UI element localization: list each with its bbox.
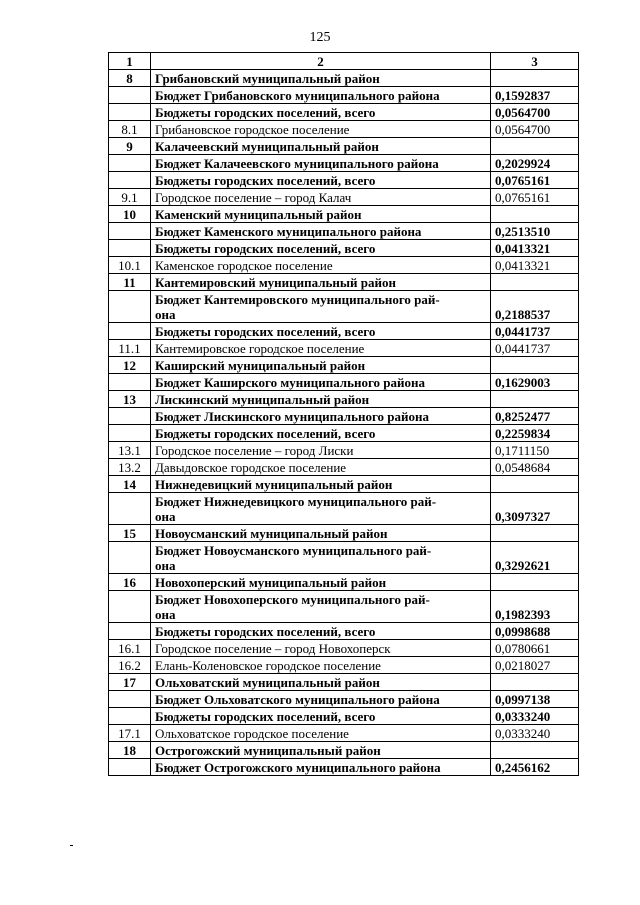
row-number: 9.1 (109, 189, 151, 206)
row-name: Давыдовское городское поселение (151, 459, 491, 476)
table-row (109, 172, 579, 189)
row-value (491, 138, 579, 155)
table-row (109, 759, 579, 776)
row-name: Кантемировский муниципальный район (151, 274, 491, 291)
table-row (109, 121, 579, 138)
row-value: 0,1592837 (491, 87, 579, 104)
column-header-number: 1 (109, 53, 151, 70)
row-name (151, 591, 491, 623)
table-row (109, 274, 579, 291)
table-row (109, 70, 579, 87)
row-name: Новоусманский муниципальный район (151, 525, 491, 542)
row-number: 16.2 (109, 657, 151, 674)
table-row (109, 206, 579, 223)
column-header-name: 2 (151, 53, 491, 70)
row-value (491, 674, 579, 691)
table-body (109, 70, 579, 776)
table-header-row (109, 53, 579, 70)
row-name: Грибановское городское поселение (151, 121, 491, 138)
row-number (109, 223, 151, 240)
row-name-line-1: Бюджет Новоусманского муниципального рай- (155, 543, 432, 558)
row-value (491, 70, 579, 87)
row-name: Городское поселение – город Лиски (151, 442, 491, 459)
row-value: 0,2456162 (491, 759, 579, 776)
row-number (109, 240, 151, 257)
row-value: 0,3097327 (491, 493, 579, 525)
margin-mark (70, 845, 73, 846)
row-number: 16 (109, 574, 151, 591)
row-name: Бюджеты городских поселений, всего (151, 623, 491, 640)
row-name: Бюджет Ольховатского муниципального района (151, 691, 491, 708)
row-name: Грибановский муниципальный район (151, 70, 491, 87)
row-value: 0,0441737 (491, 323, 579, 340)
row-value: 0,0997138 (491, 691, 579, 708)
row-value: 0,0564700 (491, 121, 579, 138)
row-number (109, 155, 151, 172)
row-name-line-1: Бюджет Новохоперского муниципального рай- (155, 592, 430, 607)
row-number: 14 (109, 476, 151, 493)
row-number: 8 (109, 70, 151, 87)
table-row (109, 138, 579, 155)
table-row (109, 591, 579, 623)
row-name: Бюджеты городских поселений, всего (151, 240, 491, 257)
row-value (491, 476, 579, 493)
row-number (109, 323, 151, 340)
row-number: 17 (109, 674, 151, 691)
row-name: Новохоперский муниципальный район (151, 574, 491, 591)
row-name: Нижнедевицкий муниципальный район (151, 476, 491, 493)
row-value: 0,0998688 (491, 623, 579, 640)
row-value: 0,0548684 (491, 459, 579, 476)
table-row (109, 323, 579, 340)
row-number (109, 291, 151, 323)
table-row (109, 640, 579, 657)
row-number (109, 759, 151, 776)
row-name: Бюджеты городских поселений, всего (151, 172, 491, 189)
table-row (109, 291, 579, 323)
table-row (109, 442, 579, 459)
column-header-value: 3 (491, 53, 579, 70)
row-value: 0,3292621 (491, 542, 579, 574)
row-value: 0,2513510 (491, 223, 579, 240)
table-row (109, 340, 579, 357)
table-row (109, 742, 579, 759)
table-row (109, 674, 579, 691)
table-row (109, 357, 579, 374)
table-row (109, 493, 579, 525)
row-name: Каменское городское поселение (151, 257, 491, 274)
table-row (109, 374, 579, 391)
row-name: Каменский муниципальный район (151, 206, 491, 223)
row-value: 0,0765161 (491, 189, 579, 206)
row-number (109, 493, 151, 525)
row-number: 11 (109, 274, 151, 291)
row-value (491, 274, 579, 291)
row-number (109, 691, 151, 708)
table-row (109, 708, 579, 725)
table-row (109, 240, 579, 257)
row-name-line-1: Бюджет Кантемировского муниципального рай- (155, 292, 440, 307)
table-row (109, 725, 579, 742)
row-name: Городское поселение – город Новохоперск (151, 640, 491, 657)
table-row (109, 525, 579, 542)
row-number: 17.1 (109, 725, 151, 742)
row-value: 0,8252477 (491, 408, 579, 425)
row-value: 0,2259834 (491, 425, 579, 442)
table-row (109, 391, 579, 408)
row-number: 8.1 (109, 121, 151, 138)
row-value: 0,0218027 (491, 657, 579, 674)
table-row (109, 257, 579, 274)
row-value: 0,0441737 (491, 340, 579, 357)
row-name: Ольховатское городское поселение (151, 725, 491, 742)
row-name: Ольховатский муниципальный район (151, 674, 491, 691)
row-name: Бюджет Калачеевского муниципального района (151, 155, 491, 172)
row-number: 9 (109, 138, 151, 155)
table-row (109, 189, 579, 206)
table-row (109, 155, 579, 172)
table-row (109, 87, 579, 104)
row-name: Бюджет Лискинского муниципального района (151, 408, 491, 425)
table-row (109, 542, 579, 574)
row-name-line-1: Бюджет Нижнедевицкого муниципального рай- (155, 494, 437, 509)
row-number: 13.2 (109, 459, 151, 476)
row-value: 0,0413321 (491, 257, 579, 274)
row-number: 18 (109, 742, 151, 759)
row-number (109, 104, 151, 121)
row-number (109, 708, 151, 725)
table-row (109, 459, 579, 476)
row-number (109, 408, 151, 425)
budget-distribution-table (108, 52, 579, 776)
row-name: Калачеевский муниципальный район (151, 138, 491, 155)
row-value: 0,0780661 (491, 640, 579, 657)
row-value: 0,1982393 (491, 591, 579, 623)
row-name: Городское поселение – город Калач (151, 189, 491, 206)
row-name (151, 291, 491, 323)
row-number (109, 374, 151, 391)
row-number: 16.1 (109, 640, 151, 657)
table-row (109, 657, 579, 674)
row-value: 0,0564700 (491, 104, 579, 121)
row-number (109, 425, 151, 442)
row-name: Бюджеты городских поселений, всего (151, 425, 491, 442)
row-name: Бюджеты городских поселений, всего (151, 104, 491, 121)
table-row (109, 408, 579, 425)
row-number: 13 (109, 391, 151, 408)
table-row (109, 104, 579, 121)
row-value: 0,2029924 (491, 155, 579, 172)
row-value: 0,0413321 (491, 240, 579, 257)
row-value: 0,1629003 (491, 374, 579, 391)
row-number: 12 (109, 357, 151, 374)
row-value (491, 525, 579, 542)
row-name-line-2: она (155, 509, 176, 524)
row-name: Бюджет Каширского муниципального района (151, 374, 491, 391)
row-name: Бюджеты городских поселений, всего (151, 323, 491, 340)
row-number: 15 (109, 525, 151, 542)
row-name: Лискинский муниципальный район (151, 391, 491, 408)
row-number: 10.1 (109, 257, 151, 274)
table-row (109, 574, 579, 591)
page-number: 125 (309, 30, 331, 45)
row-value (491, 206, 579, 223)
row-value (491, 357, 579, 374)
row-name (151, 493, 491, 525)
row-number (109, 542, 151, 574)
table-row (109, 223, 579, 240)
table-row (109, 691, 579, 708)
row-name: Каширский муниципальный район (151, 357, 491, 374)
row-number (109, 623, 151, 640)
row-value (491, 391, 579, 408)
row-number (109, 87, 151, 104)
row-value: 0,1711150 (491, 442, 579, 459)
row-number (109, 172, 151, 189)
row-number: 10 (109, 206, 151, 223)
row-name (151, 542, 491, 574)
row-value (491, 574, 579, 591)
row-name-line-2: она (155, 607, 176, 622)
row-value: 0,0333240 (491, 725, 579, 742)
row-number (109, 591, 151, 623)
row-value: 0,2188537 (491, 291, 579, 323)
row-name: Елань-Коленовское городское поселение (151, 657, 491, 674)
row-name-line-2: она (155, 307, 176, 322)
row-name: Бюджет Острогожского муниципального района (151, 759, 491, 776)
row-name: Кантемировское городское поселение (151, 340, 491, 357)
table-row (109, 425, 579, 442)
row-value: 0,0765161 (491, 172, 579, 189)
row-name: Бюджеты городских поселений, всего (151, 708, 491, 725)
row-number: 13.1 (109, 442, 151, 459)
row-name: Бюджет Грибановского муниципального района (151, 87, 491, 104)
row-value (491, 742, 579, 759)
row-name: Бюджет Каменского муниципального района (151, 223, 491, 240)
row-value: 0,0333240 (491, 708, 579, 725)
row-name-line-2: она (155, 558, 176, 573)
table-row (109, 476, 579, 493)
row-name: Острогожский муниципальный район (151, 742, 491, 759)
table-row (109, 623, 579, 640)
row-number: 11.1 (109, 340, 151, 357)
